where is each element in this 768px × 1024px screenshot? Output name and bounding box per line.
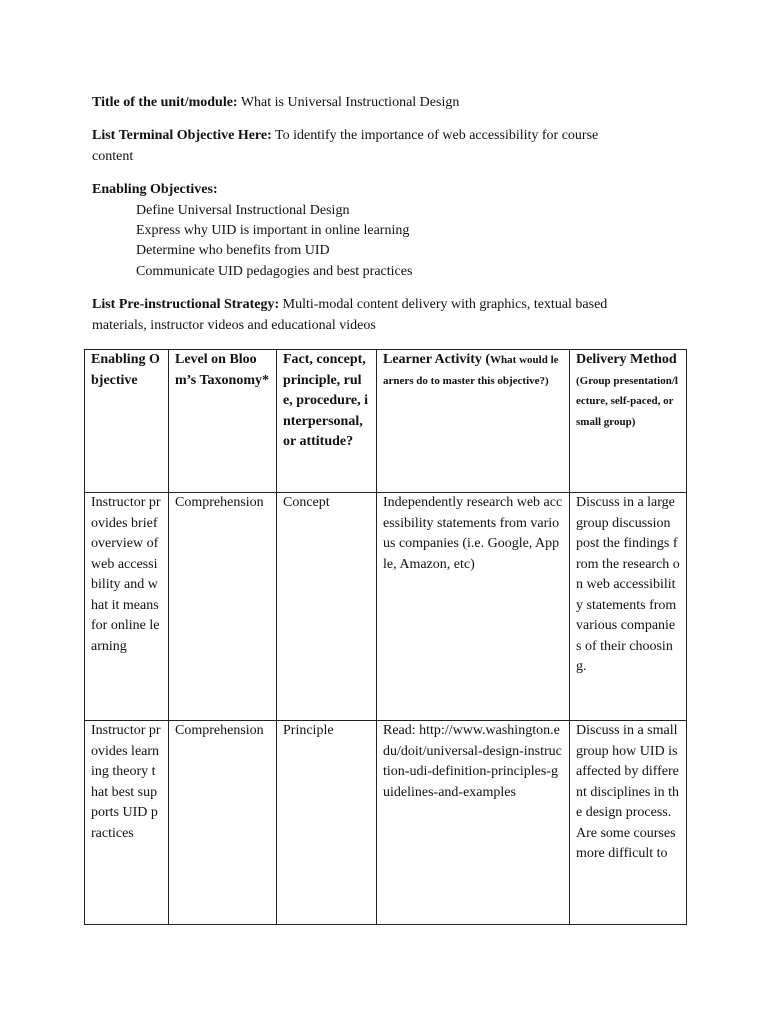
header-learner-activity-main: Learner Activity (: [383, 352, 491, 367]
enabling-objective-item: Determine who benefits from UID: [136, 243, 330, 258]
pre-instructional-strategy-line: [92, 295, 607, 315]
cell-delivery: Discuss in a small group how UID is affected by different disciplines in the design process. Are some courses more difficult to: [570, 721, 687, 925]
terminal-objective-label: List Terminal Objective Here:: [92, 128, 272, 143]
unit-title-line: [92, 93, 459, 113]
enabling-objective-item: Communicate UID pedagogies and best practices: [136, 264, 413, 279]
enabling-objective-item: Define Universal Instructional Design: [136, 203, 350, 218]
unit-title-label: Title of the unit/module:: [92, 95, 238, 110]
objectives-table: [84, 349, 687, 925]
header-delivery-method-note: (Group presentation/lecture, self-paced, or small group): [576, 374, 678, 428]
enabling-objectives-label: Enabling Objectives:: [92, 182, 218, 197]
terminal-objective-value: To identify the importance of web accessibility for course: [275, 128, 599, 143]
cell-objective: Instructor provides brief overview of web accessibility and what it means for online learning: [85, 493, 169, 721]
cell-level: Comprehension: [169, 721, 277, 925]
unit-title-value: What is Universal Instructional Design: [240, 95, 460, 110]
strategy-label: List Pre-instructional Strategy:: [92, 297, 280, 312]
table-row: [85, 721, 687, 925]
cell-level: Comprehension: [169, 493, 277, 721]
enabling-objective-item: Express why UID is important in online learning: [136, 223, 410, 238]
enabling-objectives-heading: [92, 180, 218, 200]
strategy-continued: materials, instructor videos and educational videos: [92, 318, 376, 333]
strategy-value: Multi-modal content delivery with graphics, textual based: [282, 297, 608, 312]
header-enabling-objective: Enabling Objective: [85, 350, 169, 493]
header-bloom-level: Level on Bloom’s Taxonomy*: [169, 350, 277, 493]
cell-delivery: Discuss in a large group discussion post the findings from the research on web accessibility statements from various companies of their choosing.: [570, 493, 687, 721]
cell-activity: Read: http://www.washington.edu/doit/universal-design-instruction-udi-definition-principles-guidelines-and-examples: [377, 721, 570, 925]
header-content-type: Fact, concept, principle, rule, procedure, interpersonal, or attitude?: [277, 350, 377, 493]
header-delivery-method: [570, 350, 687, 493]
cell-type: Concept: [277, 493, 377, 721]
table-header-row: [85, 350, 687, 493]
terminal-objective-line: [92, 126, 598, 146]
cell-activity: Independently research web accessibility statements from various companies (i.e. Google, Apple, Amazon, etc): [377, 493, 570, 721]
cell-type: Principle: [277, 721, 377, 925]
table-row: [85, 493, 687, 721]
header-learner-activity: [377, 350, 570, 493]
header-delivery-method-main: Delivery Method: [576, 352, 677, 367]
header-learner-activity-note: What would learners do to master this objective?): [383, 354, 559, 387]
cell-objective: Instructor provides learning theory that best supports UID practices: [85, 721, 169, 925]
terminal-objective-continued: content: [92, 149, 134, 164]
